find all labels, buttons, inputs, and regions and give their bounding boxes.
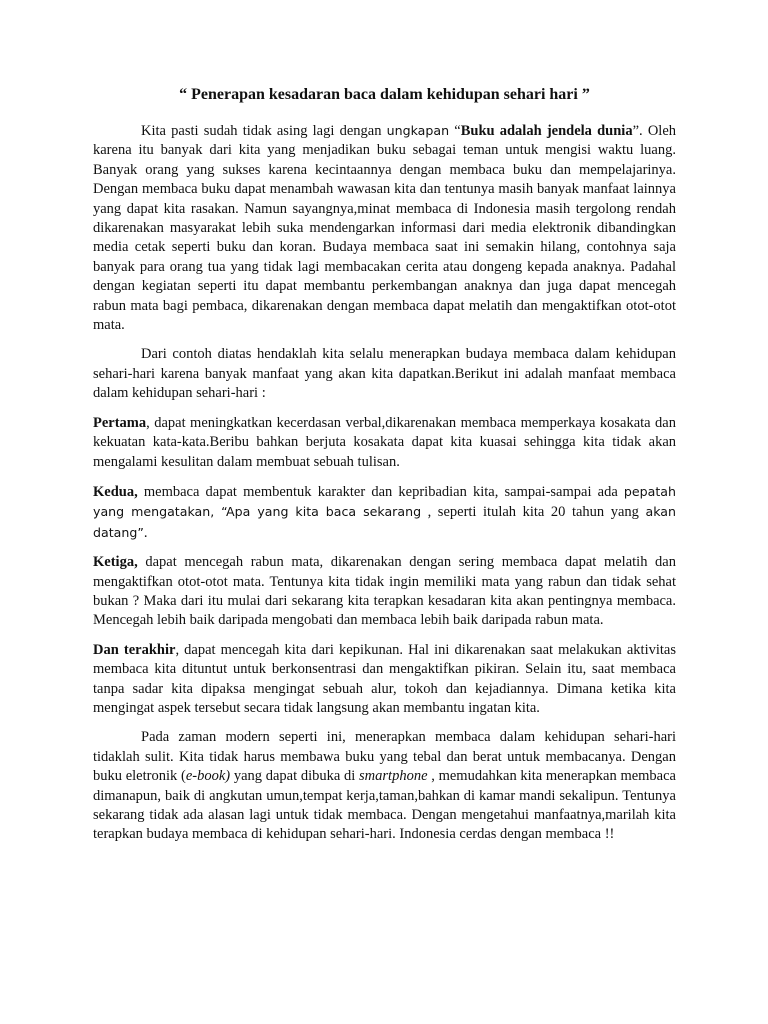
lead-pertama: Pertama bbox=[93, 414, 147, 431]
conclusion-text-c: yang dapat dibuka di bbox=[230, 768, 360, 785]
body-kedua-quote: pepatah yang mengatakan, “Apa yang kita baca sekarang bbox=[93, 483, 676, 520]
paragraph-kedua bbox=[93, 482, 676, 543]
lead-kedua: Kedua, bbox=[93, 483, 138, 500]
intro-quote-bold: Buku adalah jendela dunia bbox=[460, 123, 633, 139]
body-ketiga: dapat mencegah rabun mata, dikarenakan dengan sering membaca dapat melatih dan mengaktifkan otot-otot mata. Tentunya kita tidak ingin memiliki mata yang rabun dan tidak sehat bukan ? Maka dari itu mulai dari sekarang kita terapkan kesadaran kita akan pentingnya membaca. Mencegah lebih baik daripada mengobati dan membaca lebih baik daripada rabun mata. bbox=[93, 554, 676, 629]
conclusion-text-a: Pada zaman modern seperti ini, menerapkan membaca dalam kehidupan sehari-hari tidaklah sulit. Kita tidak harus membawa buku yang tebal dan berat untuk membacanya. Dengan buku eletronik ( bbox=[93, 729, 676, 785]
document-title: “ Penerapan kesadaran baca dalam kehidupan sehari hari ” bbox=[179, 86, 590, 103]
intro-text-ungkapan: ungkapan bbox=[386, 123, 450, 138]
paragraph-intro bbox=[93, 121, 676, 335]
body-kedua-c: , seperti itulah kita 20 tahun yang bbox=[421, 504, 646, 521]
body-terakhir: , dapat mencegah kita dari kepikunan. Hal ini dikarenakan saat melakukan aktivitas membaca kita dituntut untuk berkonsentrasi dan mengaktifkan pikiran. Selain itu, saat membaca tanpa sadar kita dipaksa mengingat sebuah alur, tokoh dan kejadiannya. Dimana ketika kita mengingat aspek tersebut secara tidak langsung akan membantu ingatan kita. bbox=[93, 641, 676, 716]
conclusion-smartphone: smartphone bbox=[359, 768, 428, 785]
paragraph-terakhir bbox=[93, 641, 676, 719]
conclusion-ebook: e-book) bbox=[185, 768, 231, 785]
lead-ketiga: Ketiga, bbox=[93, 554, 138, 571]
intro-quote-open: “ bbox=[449, 123, 461, 139]
intro-text-a: Kita pasti sudah tidak asing lagi dengan bbox=[141, 123, 387, 139]
paragraph-pertama bbox=[93, 414, 676, 472]
body-kedua-period: . bbox=[143, 524, 148, 541]
lead-terakhir: Dan terakhir bbox=[93, 641, 176, 658]
paragraph-conclusion bbox=[93, 728, 676, 844]
intro-text-rest: ”. Oleh karena itu banyak dari kita yang menjadikan buku sebagai teman untuk mengisi waktu luang. Banyak orang yang sukses karena kecintaannya dengan membaca buku dan mempelajarinya. Dengan membaca buku dapat menambah wawasan kita dan tentunya masih banyak manfaat lainnya yang dapat kita rasakan. Namun sayangnya,minat membaca di Indonesia masih tergolong rendah dikarenakan masyarakat lebih suka mendengarkan informasi dari media elektronik dibandingkan media cetak seperti buku dan koran. Budaya membaca saat ini semakin hilang, contohnya saja banyak para orang tua yang tidak lagi membacakan cerita atau dongeng kepada anaknya. Padahal dengan kegiatan seperti itu dapat membantu perkembangan anaknya dan juga dapat mencegah rabun mata bagi pembaca, dikarenakan dengan membaca dapat melatih dan mengaktifkan otot-otot mata. bbox=[93, 123, 676, 334]
body-kedua-end: akan datang” bbox=[93, 504, 676, 540]
conclusion-text-rest: , memudahkan kita menerapkan membaca dimanapun, baik di angkutan umun,tempat kerja,taman,bahkan di kamar mandi sekalipun. Tentunya sekarang tidak ada alasan lagi untuk tidak membaca. Dengan mengetahui manfaatnya,marilah kita terapkan budaya membaca di kehidupan sehari-hari. Indonesia cerdas dengan membaca !! bbox=[93, 768, 676, 843]
paragraph-transition: Dari contoh diatas hendaklah kita selalu menerapkan budaya membaca dalam kehidupan sehari-hari karena banyak manfaat yang akan kita dapatkan.Berikut ini adalah manfaat membaca dalam kehidupan sehari-hari : bbox=[93, 346, 676, 402]
body-pertama: , dapat meningkatkan kecerdasan verbal,dikarenakan membaca memperkaya kosakata dan kekuatan kata-kata.Beribu bahkan berjuta kosakata dapat kita kuasai sehingga kita tidak akan mengalami kesulitan dalam membuat sebuah tulisan. bbox=[93, 414, 676, 470]
paragraph-ketiga bbox=[93, 553, 676, 631]
body-kedua-a: membaca dapat membentuk karakter dan kepribadian kita, sampai-sampai ada bbox=[137, 483, 624, 500]
